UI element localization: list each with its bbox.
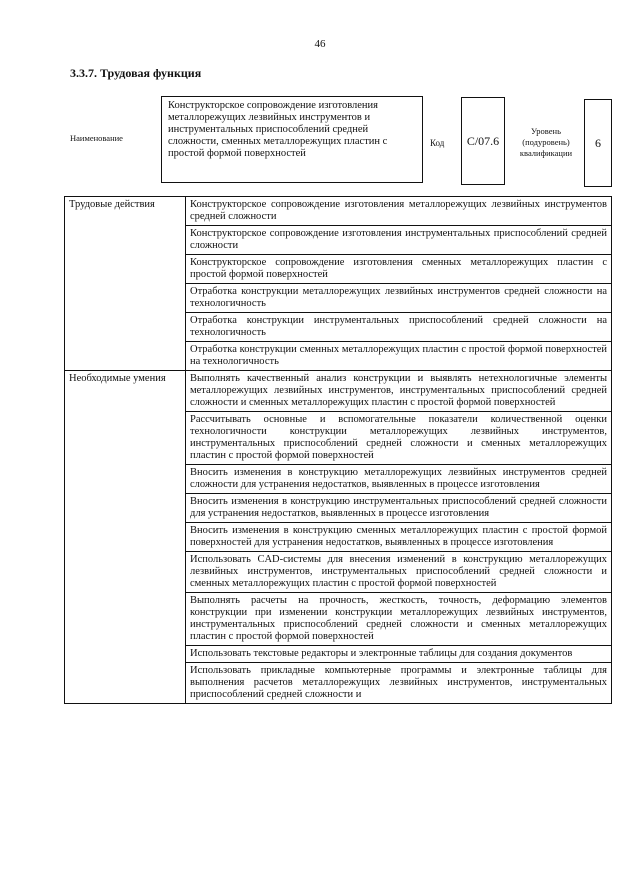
qualification-level-box	[584, 99, 612, 187]
category-cell: Необходимые умения	[65, 371, 186, 704]
table-cell: Вносить изменения в конструкцию инструментальных приспособлений средней сложности для устранения недостатков, выявленных в процессе изготовления	[186, 494, 612, 523]
table-cell: Отработка конструкции металлорежущих лезвийных инструментов средней сложности на технологичность	[186, 284, 612, 313]
function-name-box	[161, 96, 423, 183]
function-name-text: Конструкторское сопровождение изготовления металлорежущих лезвийных инструментов и инструментальных приспособлений средней сложности, сменных металлорежущих пластин с простой формой поверхностей	[168, 100, 388, 159]
category-cell: Трудовые действия	[65, 197, 186, 371]
table-cell: Конструкторское сопровождение изготовления металлорежущих лезвийных инструментов средней сложности	[186, 197, 612, 226]
code-value: C/07.6	[466, 133, 500, 148]
table-cell: Выполнять качественный анализ конструкции и выявлять нетехнологичные элементы металлорежущих лезвийных инструментов, инструментальных приспособлений средней сложности и сменных металлорежущих пластин с простой формой поверхностей	[186, 371, 612, 412]
table-cell: Использовать прикладные компьютерные программы и электронные таблицы для выполнения расчетов металлорежущих лезвийных инструментов, инструментальных приспособлений средней сложности и	[186, 663, 612, 704]
table-cell: Использовать текстовые редакторы и электронные таблицы для создания документов	[186, 646, 612, 663]
table-cell: Вносить изменения в конструкцию сменных металлорежущих пластин с простой формой поверхностей для устранения недостатков, выявленных в процессе изготовления	[186, 523, 612, 552]
code-label: Код	[430, 138, 445, 148]
section-title: 3.3.7. Трудовая функция	[70, 66, 202, 80]
table-cell: Конструкторское сопровождение изготовления сменных металлорежущих пластин с простой формой поверхностей	[186, 255, 612, 284]
name-label: Наименование	[70, 133, 123, 143]
table-cell: Использовать CAD-системы для внесения изменений в конструкцию металлорежущих лезвийных инструментов, инструментальных приспособлений средней сложности и сменных металлорежущих пластин с простой формой поверхностей	[186, 552, 612, 593]
qualification-level-label: Уровень (подуровень) квалификации	[519, 126, 573, 158]
table-row	[65, 197, 612, 226]
code-value-box	[461, 97, 505, 185]
qualification-level-value: 6	[595, 135, 601, 150]
table-cell: Отработка конструкции сменных металлорежущих пластин с простой формой поверхностей на технологичность	[186, 342, 612, 371]
table-cell: Выполнять расчеты на прочность, жесткость, точность, деформацию элементов конструкции при изменении конструкции металлорежущих лезвийных инструментов, инструментальных приспособлений средней сложности и сменных металлорежущих пластин с простой формой поверхностей	[186, 593, 612, 646]
table-row	[65, 371, 612, 412]
page-number: 46	[314, 38, 326, 50]
table-cell: Вносить изменения в конструкцию металлорежущих лезвийных инструментов средней сложности для устранения недостатков, выявленных в процессе изготовления	[186, 465, 612, 494]
function-details-table	[64, 196, 612, 704]
table-cell: Конструкторское сопровождение изготовления инструментальных приспособлений средней сложности	[186, 226, 612, 255]
table-cell: Отработка конструкции инструментальных приспособлений средней сложности на технологичность	[186, 313, 612, 342]
table-cell: Рассчитывать основные и вспомогательные показатели количественной оценки технологичности конструкции металлорежущих лезвийных инструментов, инструментальных приспособлений средней сложности и сменных металлорежущих пластин с простой формой поверхностей	[186, 412, 612, 465]
